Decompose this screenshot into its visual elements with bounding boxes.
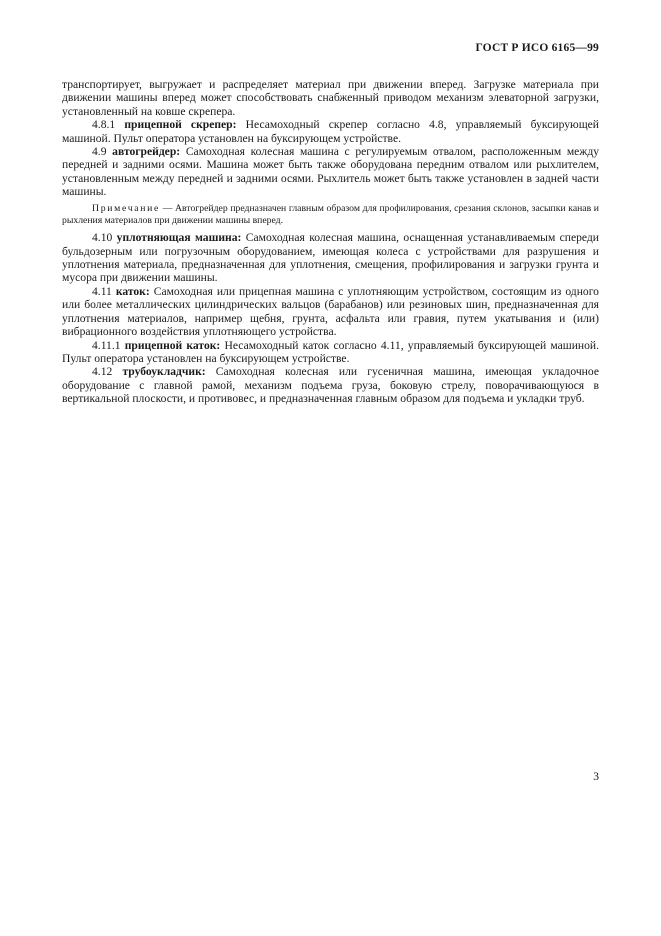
note-label: Примечание: [92, 202, 161, 214]
clause-text: Самоходная колесная машина с регулируемым отвалом, расположенным между передней и задними осями. Машина может быть также оборудована передним отвалом или рыхлителем, установленным между передней и задними осями. Рыхлитель может быть также установлен в задней части машины.: [62, 145, 600, 199]
clause-term: трубоукладчик:: [122, 365, 206, 379]
standard-header: ГОСТ Р ИСО 6165—99: [475, 42, 599, 54]
clause-text: Самоходная колесная или гусеничная машина, имеющая укладочное оборудование с главной рамой, механизм подъема груза, боковую стрелу, поворачивающуюся в вертикальной плоскости, и противовес, и предназначенная главным образом для подъема и укладки труб.: [62, 365, 599, 406]
clause-term: каток:: [115, 284, 150, 298]
clause-text: Самоходная или прицепная машина с уплотняющим устройством, состоящим из одного или более металлических цилиндрических вальцов (барабанов) или резиновых шин, предназначенная для уплотнения материалов, например щебня, грунта, асфальта или гравия, путем укатывания и (или) вибрационного воздействия уплотняющего устройства.: [62, 284, 599, 339]
note-text: — Автогрейдер предназначен главным образом для профилирования, срезания склонов, засыпки канав и рыхления материалов при движении машины вперед.: [62, 202, 599, 226]
clause-term: прицепной скрепер:: [124, 118, 237, 132]
clause-4-8-1: [62, 118, 599, 145]
clause-number: 4.8.1: [92, 118, 116, 132]
clause-term: автогрейдер:: [112, 145, 181, 159]
clause-term: уплотняющая машина:: [116, 231, 242, 245]
body-text: [62, 78, 599, 406]
paragraph-text: транспортирует, выгружает и распределяет материал при движении вперед. Загрузке материала при движении машины вперед может способствовать снабженный приводом механизм элеваторной загрузки, установленный на ковше скрепера.: [62, 78, 599, 118]
clause-text: Самоходная колесная машина, оснащенная устанавливаемым спереди бульдозерным или погрузочным оборудованием, имеющая колеса с устройствами для разрушения и уплотнения материала, предназначенная для уплотнения, смещения, профилирования и загрузки грунта и мусора при движении машины.: [62, 231, 600, 285]
clause-4-11: [62, 285, 599, 339]
clause-4-10: [62, 231, 599, 285]
clause-4-12: [62, 365, 599, 405]
clause-text: Несамоходный скрепер согласно 4.8, управляемый буксирующей машиной. Пульт оператора установлен на буксирующем устройстве.: [62, 118, 599, 145]
clause-text: Несамоходный каток согласно 4.11, управляемый буксирующей машиной. Пульт оператора установлен на буксирующем устройстве.: [62, 338, 600, 365]
note-4-9: [62, 203, 599, 228]
clause-number: 4.11.1: [92, 338, 121, 352]
clause-4-11-1: [62, 339, 599, 366]
clause-number: 4.12: [92, 365, 113, 379]
clause-term: прицепной каток:: [124, 338, 221, 352]
clause-number: 4.9: [92, 145, 107, 159]
clause-4-9: [62, 145, 599, 199]
clause-number: 4.10: [92, 231, 113, 245]
clause-number: 4.11: [92, 284, 112, 298]
paragraph-continuation: [62, 78, 599, 118]
page-number: 3: [593, 771, 599, 783]
